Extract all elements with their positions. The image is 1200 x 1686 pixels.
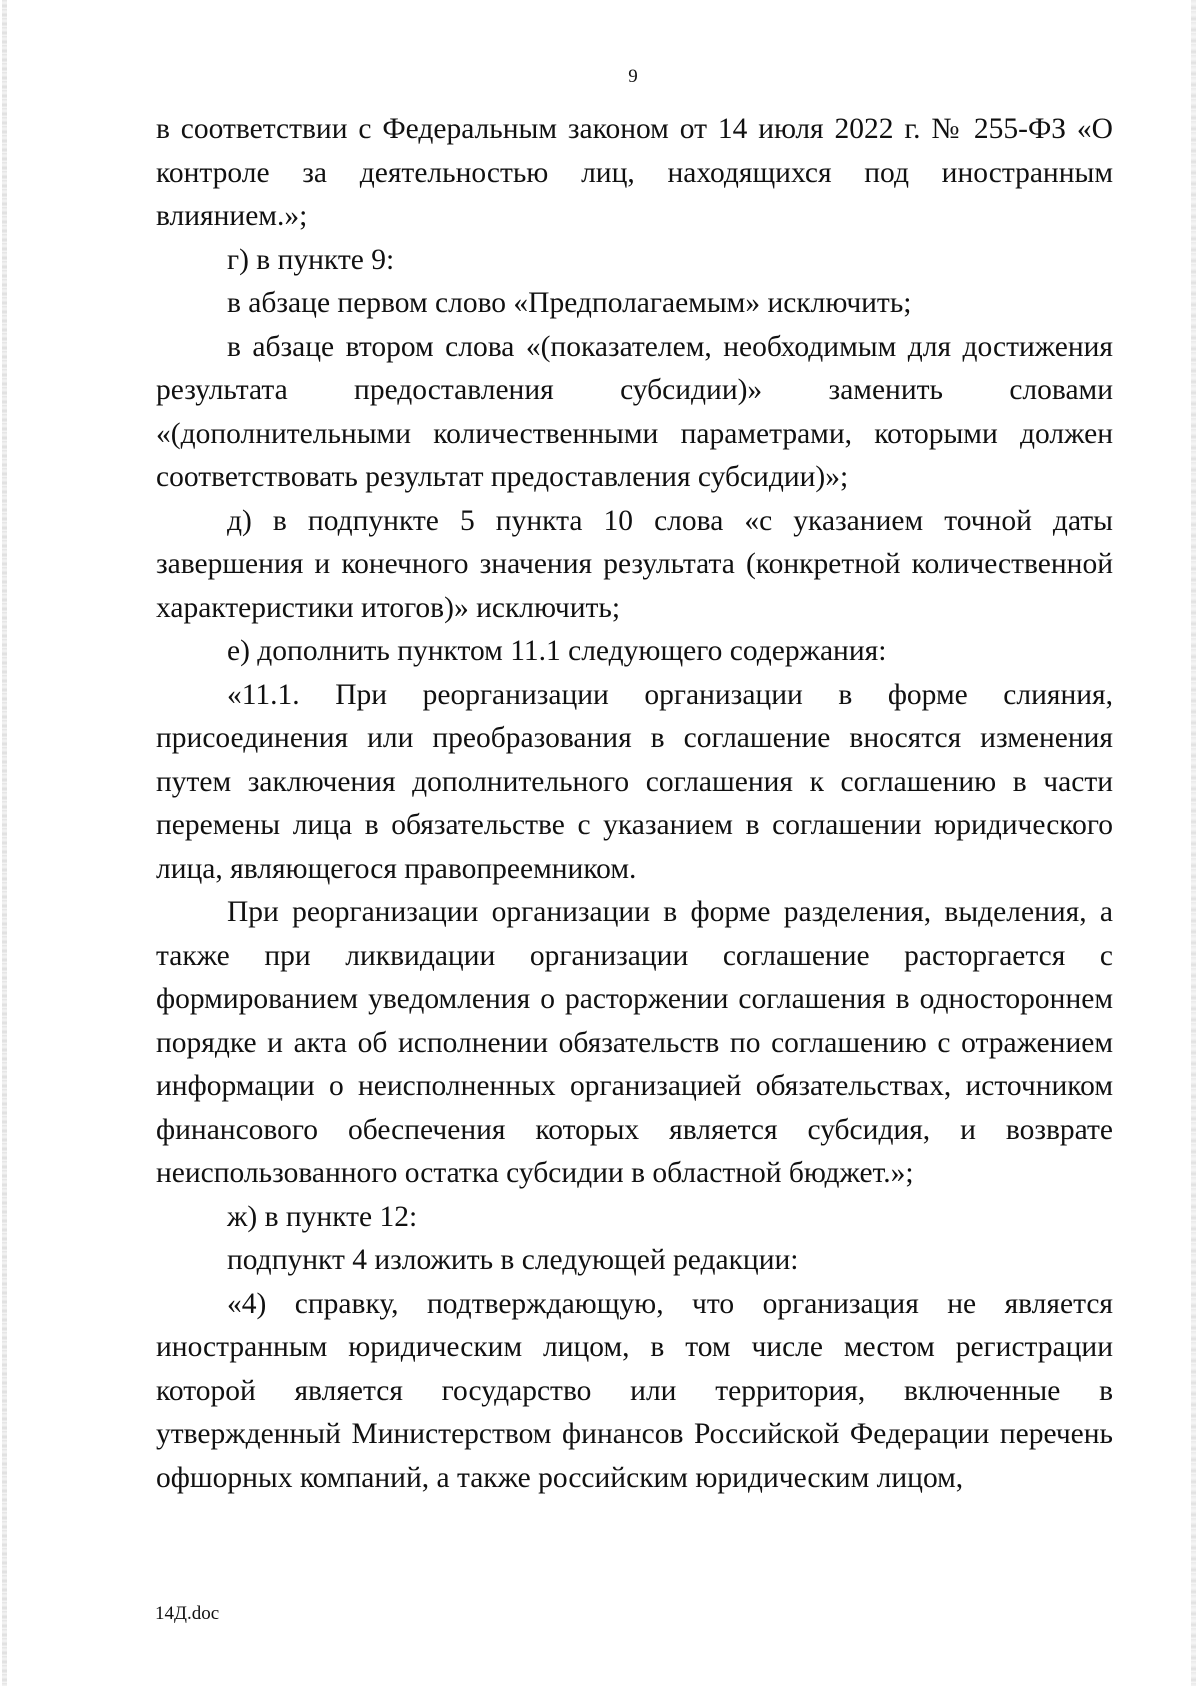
paragraph-item-d: д) в подпункте 5 пункта 10 слова «с указанием точной даты завершения и конечного значения результата (конкретной количественной характеристики итогов)» исключить; [156, 504, 1113, 624]
scan-edge-left [2, 0, 7, 1686]
paragraph-reorganization: При реорганизации организации в форме разделения, выделения, а также при ликвидации организации соглашение расторгается с формированием уведомления о расторжении соглашения в одностороннем порядке и акта об исполнении обязательств по соглашению с отражением информации о неисполненных организацией обязательствах, источником финансового обеспечения которых является субсидия, и возврате неиспользованного остатка субсидии в областной бюджет.»; [156, 896, 1113, 1189]
paragraph-item-zh: ж) в пункте 12: [227, 1200, 418, 1233]
paragraph-point-11-1: «11.1. При реорганизации организации в форме слияния, присоединения или преобразования в соглашение вносятся изменения путем заключения дополнительного соглашения к соглашению в части перемены лица в обязательстве с указанием в соглашении юридического лица, являющегося правопреемником. [156, 678, 1113, 885]
paragraph-subpoint-4: подпункт 4 изложить в следующей редакции: [227, 1244, 799, 1276]
footer-filename: 14Д.doc [155, 1603, 220, 1624]
document-body [156, 108, 1113, 1500]
paragraph-item-e: е) дополнить пунктом 11.1 следующего содержания: [227, 635, 887, 667]
paragraph-certificate: «4) справку, подтверждающую, что организация не является иностранным юридическим лицом, в том числе местом регистрации которой является государство или территория, включенные в утвержденный Министерством финансов Российской Федерации перечень офшорных компаний, а также российским юридическим лицом, [156, 1287, 1113, 1494]
paragraph-first-abzac: в абзаце первом слово «Предполагаемым» исключить; [227, 287, 912, 319]
scan-edge-right [1191, 0, 1196, 1686]
paragraph-continuation: в соответствии с Федеральным законом от 14 июля 2022 г. № 255-ФЗ «О контроле за деятельностью лиц, находящихся под иностранным влиянием.»; [156, 113, 1113, 232]
page-number: 9 [628, 66, 638, 87]
paragraph-second-abzac: в абзаце втором слова «(показателем, необходимым для достижения результата предоставления субсидии)» заменить словами «(дополнительными количественными параметрами, которыми должен соответствовать результат предоставления субсидии)»; [156, 330, 1113, 493]
paragraph-item-g: г) в пункте 9: [227, 243, 395, 276]
